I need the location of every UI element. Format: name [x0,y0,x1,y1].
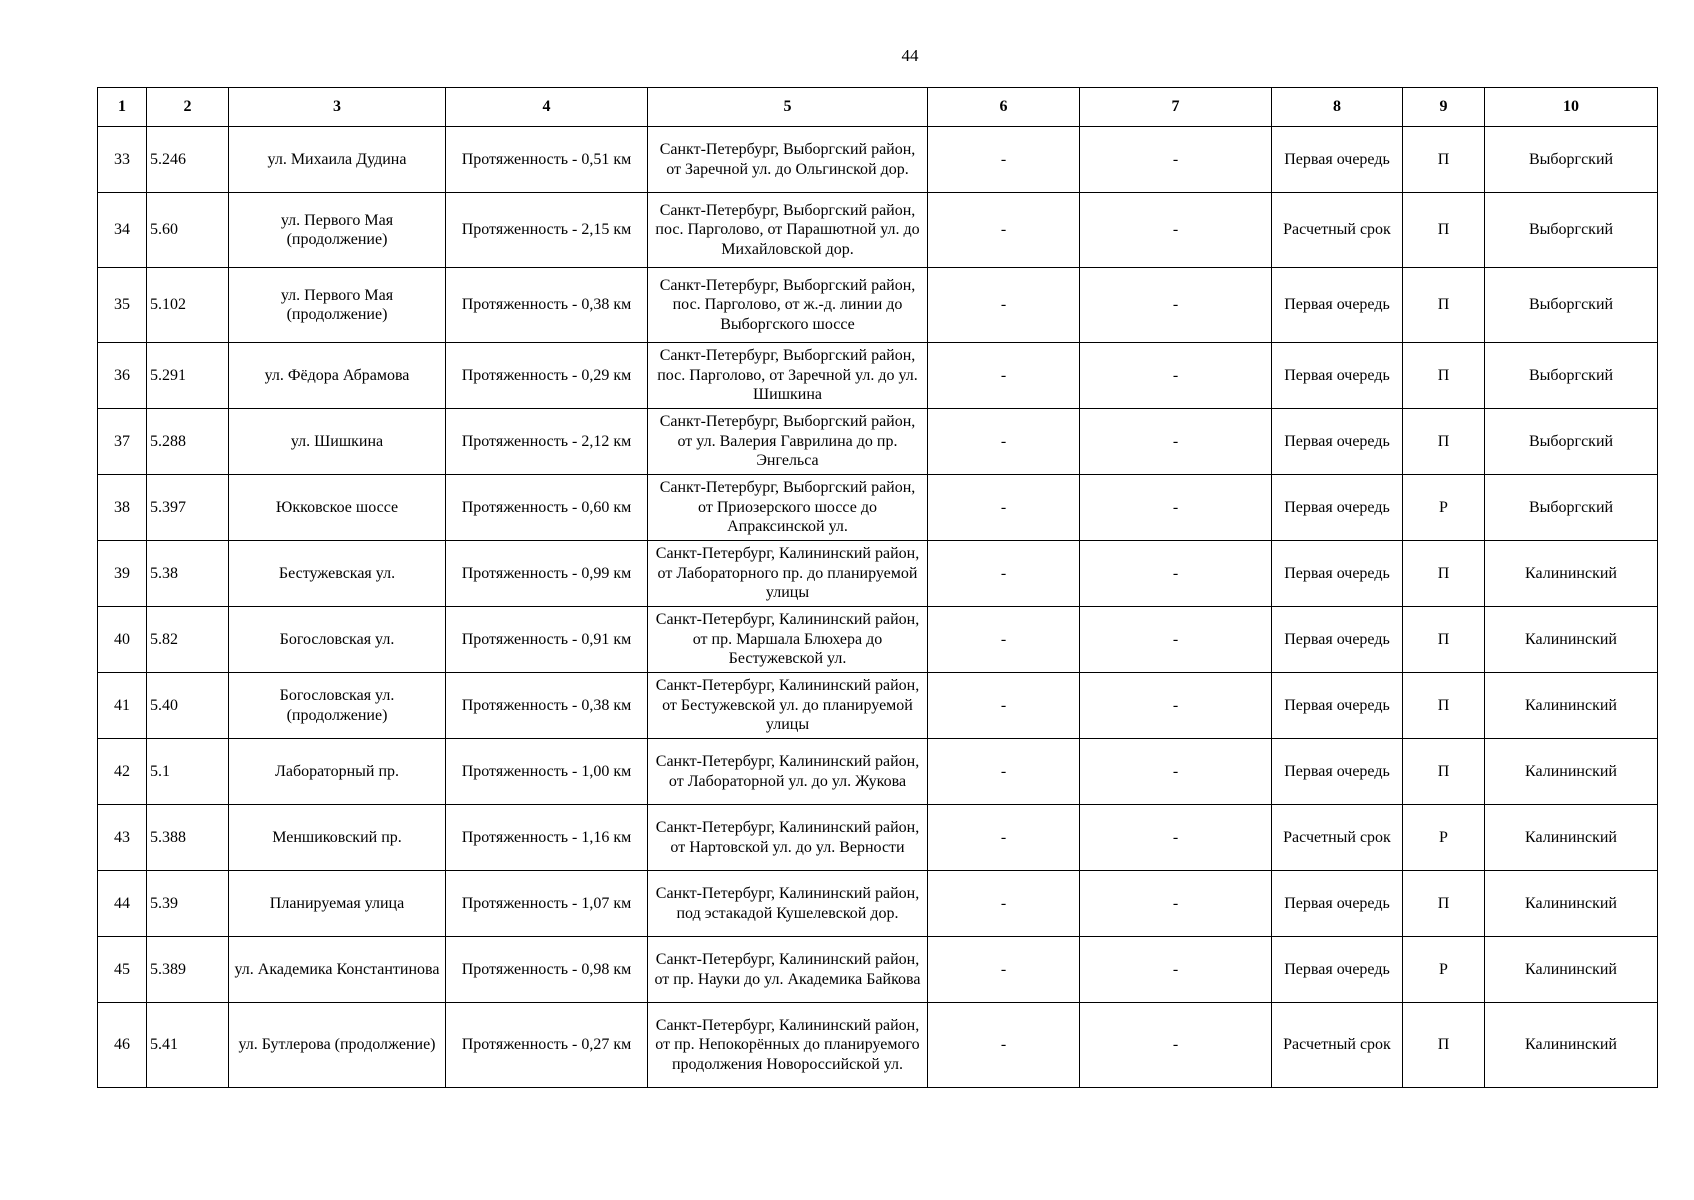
location: Санкт-Петербург, Калининский район, от Лабораторного пр. до планируемой улицы [648,541,928,607]
extent: Протяженность - 2,12 км [446,409,648,475]
type: П [1403,409,1485,475]
type: П [1403,193,1485,268]
extent: Протяженность - 0,60 км [446,475,648,541]
col7-value: - [1080,937,1272,1003]
table-row [98,1003,1658,1088]
location: Санкт-Петербург, Калининский район, от Лабораторной ул. до ул. Жукова [648,739,928,805]
extent: Протяженность - 0,99 км [446,541,648,607]
table-row [98,805,1658,871]
street-name: ул. Академика Константинова [229,937,446,1003]
street-name: Бестужевская ул. [229,541,446,607]
extent: Протяженность - 1,07 км [446,871,648,937]
district: Калининский [1485,937,1658,1003]
row-number: 37 [98,409,147,475]
type: П [1403,268,1485,343]
extent: Протяженность - 0,38 км [446,673,648,739]
col7-value: - [1080,805,1272,871]
location: Санкт-Петербург, Калининский район, от Бестужевской ул. до планируемой улицы [648,673,928,739]
district: Калининский [1485,871,1658,937]
district: Калининский [1485,607,1658,673]
location: Санкт-Петербург, Калининский район, от пр. Непокорённых до планируемого продолжения Новороссийской ул. [648,1003,928,1088]
col-header: 6 [928,88,1080,127]
table-row [98,871,1658,937]
location: Санкт-Петербург, Выборгский район, пос. Парголово, от ж.-д. линии до Выборгского шоссе [648,268,928,343]
col-header: 8 [1272,88,1403,127]
district: Калининский [1485,541,1658,607]
extent: Протяженность - 0,27 км [446,1003,648,1088]
col-header: 9 [1403,88,1485,127]
street-name: Юкковское шоссе [229,475,446,541]
district: Выборгский [1485,409,1658,475]
col6-value: - [928,805,1080,871]
col-header: 5 [648,88,928,127]
location: Санкт-Петербург, Калининский район, под эстакадой Кушелевской дор. [648,871,928,937]
type: Р [1403,937,1485,1003]
location: Санкт-Петербург, Калининский район, от Нартовской ул. до ул. Верности [648,805,928,871]
street-name: Богословская ул. (продолжение) [229,673,446,739]
col6-value: - [928,268,1080,343]
row-number: 33 [98,127,147,193]
stage: Первая очередь [1272,673,1403,739]
type: П [1403,607,1485,673]
row-number: 35 [98,268,147,343]
row-number: 40 [98,607,147,673]
col6-value: - [928,193,1080,268]
col7-value: - [1080,475,1272,541]
col-header: 3 [229,88,446,127]
col7-value: - [1080,541,1272,607]
street-name: ул. Бутлерова (продолжение) [229,1003,446,1088]
row-code: 5.41 [147,1003,229,1088]
stage: Первая очередь [1272,871,1403,937]
col6-value: - [928,871,1080,937]
stage: Первая очередь [1272,607,1403,673]
extent: Протяженность - 0,98 км [446,937,648,1003]
row-number: 46 [98,1003,147,1088]
col-header: 10 [1485,88,1658,127]
stage: Первая очередь [1272,268,1403,343]
table-row [98,409,1658,475]
row-code: 5.389 [147,937,229,1003]
type: Р [1403,475,1485,541]
col7-value: - [1080,127,1272,193]
col-header: 4 [446,88,648,127]
street-name: Планируемая улица [229,871,446,937]
col-header: 7 [1080,88,1272,127]
table-row [98,541,1658,607]
row-code: 5.102 [147,268,229,343]
stage: Первая очередь [1272,475,1403,541]
stage: Первая очередь [1272,127,1403,193]
district: Калининский [1485,739,1658,805]
district: Выборгский [1485,193,1658,268]
row-code: 5.246 [147,127,229,193]
col7-value: - [1080,607,1272,673]
col6-value: - [928,673,1080,739]
stage: Первая очередь [1272,541,1403,607]
table-row [98,343,1658,409]
col6-value: - [928,607,1080,673]
extent: Протяженность - 2,15 км [446,193,648,268]
col7-value: - [1080,193,1272,268]
district: Выборгский [1485,475,1658,541]
row-number: 43 [98,805,147,871]
street-name: ул. Фёдора Абрамова [229,343,446,409]
col7-value: - [1080,871,1272,937]
stage: Первая очередь [1272,409,1403,475]
row-number: 42 [98,739,147,805]
col6-value: - [928,541,1080,607]
col7-value: - [1080,673,1272,739]
row-number: 34 [98,193,147,268]
location: Санкт-Петербург, Выборгский район, пос. Парголово, от Заречной ул. до ул. Шишкина [648,343,928,409]
table-row [98,607,1658,673]
location: Санкт-Петербург, Калининский район, от пр. Маршала Блюхера до Бестужевской ул. [648,607,928,673]
type: П [1403,343,1485,409]
street-name: ул. Михаила Дудина [229,127,446,193]
row-code: 5.60 [147,193,229,268]
table-row [98,193,1658,268]
district: Калининский [1485,805,1658,871]
row-code: 5.291 [147,343,229,409]
table-row [98,673,1658,739]
table-row [98,739,1658,805]
extent: Протяженность - 0,91 км [446,607,648,673]
col7-value: - [1080,268,1272,343]
page-number: 44 [901,46,919,65]
col6-value: - [928,409,1080,475]
row-code: 5.388 [147,805,229,871]
col6-value: - [928,475,1080,541]
extent: Протяженность - 0,38 км [446,268,648,343]
table-row [98,268,1658,343]
type: П [1403,127,1485,193]
street-name: Лабораторный пр. [229,739,446,805]
type: П [1403,1003,1485,1088]
col7-value: - [1080,1003,1272,1088]
col6-value: - [928,937,1080,1003]
header-row [98,88,1658,127]
stage: Расчетный срок [1272,193,1403,268]
row-code: 5.40 [147,673,229,739]
table-row [98,475,1658,541]
col-header: 1 [98,88,147,127]
location: Санкт-Петербург, Выборгский район, пос. Парголово, от Парашютной ул. до Михайловской дор. [648,193,928,268]
row-code: 5.38 [147,541,229,607]
type: П [1403,673,1485,739]
col6-value: - [928,343,1080,409]
district: Калининский [1485,1003,1658,1088]
row-number: 45 [98,937,147,1003]
stage: Расчетный срок [1272,805,1403,871]
stage: Первая очередь [1272,343,1403,409]
location: Санкт-Петербург, Выборгский район, от ул. Валерия Гаврилина до пр. Энгельса [648,409,928,475]
location: Санкт-Петербург, Выборгский район, от Приозерского шоссе до Апраксинской ул. [648,475,928,541]
stage: Первая очередь [1272,937,1403,1003]
street-name: ул. Первого Мая (продолжение) [229,268,446,343]
col7-value: - [1080,343,1272,409]
location: Санкт-Петербург, Калининский район, от пр. Науки до ул. Академика Байкова [648,937,928,1003]
type: П [1403,871,1485,937]
extent: Протяженность - 0,51 км [446,127,648,193]
table-row [98,937,1658,1003]
row-code: 5.397 [147,475,229,541]
extent: Протяженность - 1,16 км [446,805,648,871]
extent: Протяженность - 1,00 км [446,739,648,805]
col-header: 2 [147,88,229,127]
row-number: 44 [98,871,147,937]
street-name: Меншиковский пр. [229,805,446,871]
location: Санкт-Петербург, Выборгский район, от Заречной ул. до Ольгинской дор. [648,127,928,193]
col6-value: - [928,127,1080,193]
row-code: 5.288 [147,409,229,475]
type: П [1403,541,1485,607]
roads-table [97,87,1658,1088]
street-name: ул. Шишкина [229,409,446,475]
type: Р [1403,805,1485,871]
district: Выборгский [1485,343,1658,409]
street-name: Богословская ул. [229,607,446,673]
district: Калининский [1485,673,1658,739]
col6-value: - [928,739,1080,805]
extent: Протяженность - 0,29 км [446,343,648,409]
district: Выборгский [1485,127,1658,193]
col6-value: - [928,1003,1080,1088]
row-code: 5.1 [147,739,229,805]
table-row [98,127,1658,193]
type: П [1403,739,1485,805]
row-code: 5.82 [147,607,229,673]
stage: Первая очередь [1272,739,1403,805]
row-number: 38 [98,475,147,541]
stage: Расчетный срок [1272,1003,1403,1088]
district: Выборгский [1485,268,1658,343]
col7-value: - [1080,409,1272,475]
street-name: ул. Первого Мая (продолжение) [229,193,446,268]
row-number: 41 [98,673,147,739]
row-number: 39 [98,541,147,607]
row-code: 5.39 [147,871,229,937]
row-number: 36 [98,343,147,409]
col7-value: - [1080,739,1272,805]
